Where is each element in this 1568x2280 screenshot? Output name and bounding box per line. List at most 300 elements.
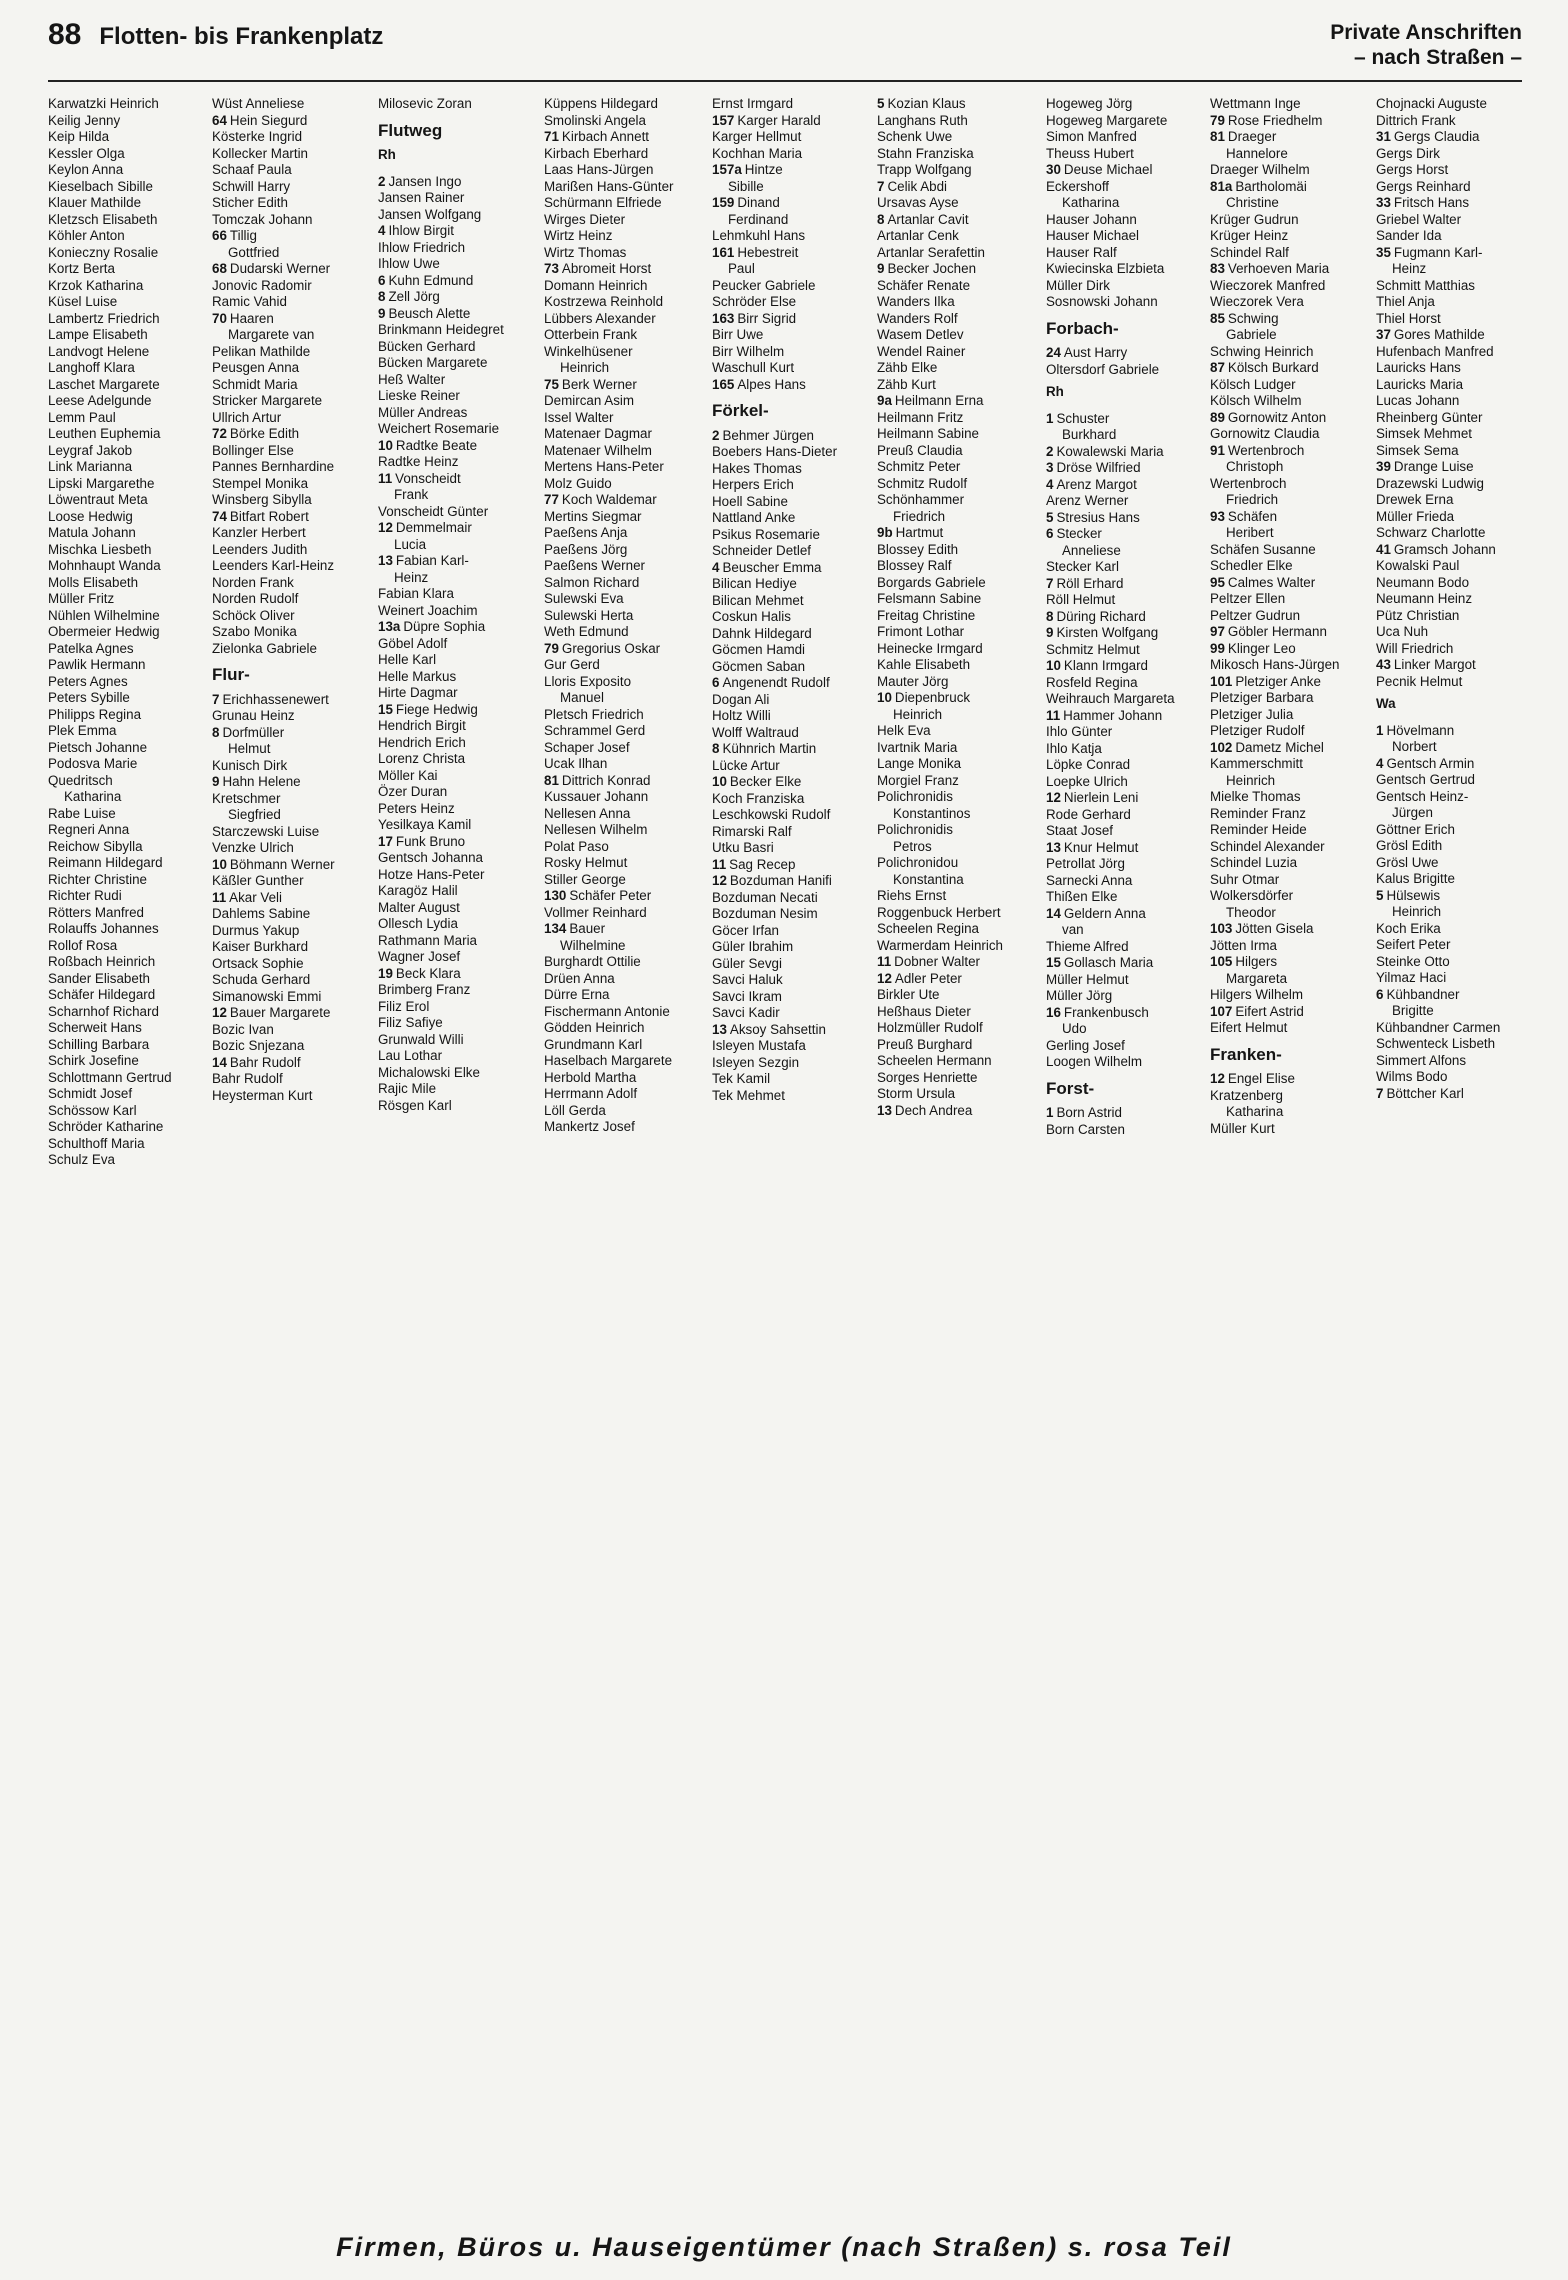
resident-entry — [1046, 625, 1206, 642]
resident-entry — [1046, 889, 1206, 906]
footer-note: Firmen, Büros u. Hauseigentümer (nach Straßen) s. rosa Teil — [336, 2232, 1232, 2262]
resident-name: Holtz Willi — [712, 708, 771, 723]
resident-entry — [877, 987, 1037, 1004]
resident-entry — [1210, 921, 1370, 938]
resident-name: Peltzer Ellen — [1210, 591, 1286, 606]
resident-entry — [48, 1053, 208, 1070]
resident-name: Drazewski Ludwig — [1376, 475, 1484, 491]
resident-name: Angenendt Rudolf — [722, 675, 830, 690]
resident-name: Hirte Dagmar — [378, 685, 458, 700]
house-number: 13a — [378, 619, 401, 634]
resident-name: Stiller George — [544, 871, 626, 887]
resident-entry — [544, 674, 704, 691]
resident-name: Rösgen Karl — [378, 1097, 452, 1113]
resident-entry — [1046, 212, 1206, 229]
resident-name: Lucia — [394, 536, 427, 552]
resident-name: Sulewski Eva — [544, 591, 624, 606]
resident-entry — [1376, 327, 1536, 344]
resident-entry — [378, 96, 538, 113]
resident-name: Polichronidou — [877, 855, 959, 870]
resident-entry — [544, 228, 704, 245]
resident-entry — [378, 669, 538, 686]
resident-name: Gornowitz Claudia — [1210, 426, 1320, 441]
resident-name: Rode Gerhard — [1046, 806, 1131, 822]
resident-entry — [1376, 426, 1536, 443]
resident-entry — [1046, 427, 1206, 444]
resident-name: Gur Gerd — [544, 657, 600, 672]
resident-entry — [1046, 757, 1206, 774]
resident-name: Düring Richard — [1056, 608, 1146, 624]
resident-entry — [877, 723, 1037, 740]
house-number: 7 — [1376, 1085, 1384, 1101]
resident-entry — [378, 784, 538, 801]
resident-name: Wirges Dieter — [544, 211, 626, 227]
resident-entry — [378, 388, 538, 405]
resident-entry — [712, 278, 872, 295]
resident-name: Szabo Monika — [212, 624, 297, 639]
resident-entry — [1046, 510, 1206, 527]
resident-entry — [48, 773, 208, 790]
resident-name: Heilmann Sabine — [877, 426, 979, 441]
resident-name: Rimarski Ralf — [712, 823, 792, 839]
resident-entry — [378, 982, 538, 999]
resident-name: Bauer Margarete — [229, 1005, 331, 1020]
resident-name: Mertens Hans-Peter — [544, 459, 664, 474]
house-number: 91 — [1210, 442, 1225, 458]
resident-entry — [712, 741, 872, 758]
resident-entry — [212, 725, 372, 742]
resident-name: Wilms Bodo — [1376, 1069, 1448, 1084]
resident-entry — [48, 113, 208, 130]
directory-column-2 — [212, 96, 372, 2226]
resident-name: Hartmut — [895, 525, 944, 540]
resident-name: Steinke Otto — [1376, 953, 1450, 969]
resident-entry — [1046, 1021, 1206, 1038]
resident-entry — [877, 641, 1037, 658]
resident-entry — [48, 344, 208, 361]
resident-entry — [877, 1004, 1037, 1021]
resident-entry — [1046, 658, 1206, 675]
resident-name: Gollasch Maria — [1063, 955, 1154, 970]
resident-name: Göcmen Hamdi — [712, 642, 806, 657]
resident-name: Staat Josef — [1046, 823, 1113, 838]
street-heading: Franken- — [1210, 1044, 1282, 1064]
resident-name: Knur Helmut — [1063, 839, 1139, 855]
resident-entry — [378, 603, 538, 620]
resident-entry — [48, 855, 208, 872]
resident-entry — [48, 822, 208, 839]
house-number: 12 — [378, 520, 393, 535]
resident-name: Abromeit Horst — [561, 261, 652, 276]
resident-entry — [877, 740, 1037, 757]
resident-name: Löll Gerda — [544, 1102, 606, 1118]
resident-name: Siegfried — [228, 807, 281, 822]
resident-name: Otterbein Frank — [544, 327, 638, 342]
street-heading: Forst- — [1046, 1078, 1095, 1098]
resident-entry — [48, 261, 208, 278]
house-number: 13 — [877, 1102, 892, 1118]
resident-name: Schaaf Paula — [212, 162, 292, 177]
resident-entry — [544, 872, 704, 889]
house-number: 93 — [1210, 508, 1225, 524]
resident-name: Leschkowski Rudolf — [712, 807, 831, 822]
resident-name: Nattland Anke — [712, 510, 796, 525]
resident-entry — [378, 190, 538, 207]
resident-entry — [877, 344, 1037, 361]
resident-entry — [378, 1065, 538, 1082]
resident-entry — [1046, 592, 1206, 609]
resident-entry — [378, 966, 538, 983]
resident-name: Peltzer Gudrun — [1210, 607, 1301, 623]
resident-name: Wolff Waltraud — [712, 724, 799, 740]
resident-entry — [1046, 362, 1206, 379]
resident-entry — [1376, 113, 1536, 130]
resident-name: Filiz Safiye — [378, 1015, 443, 1030]
house-number: 12 — [212, 1005, 227, 1020]
resident-name: Rosky Helmut — [544, 855, 628, 870]
resident-entry — [212, 692, 372, 709]
resident-entry — [1376, 261, 1536, 278]
resident-name: Börke Edith — [229, 426, 300, 441]
resident-name: Keip Hilda — [48, 129, 110, 144]
resident-entry — [48, 740, 208, 757]
resident-entry — [1210, 459, 1370, 476]
resident-name: Göttner Erich — [1376, 821, 1455, 837]
resident-entry — [1210, 129, 1370, 146]
resident-entry — [48, 542, 208, 559]
resident-entry — [544, 789, 704, 806]
resident-name: Stecker — [1056, 526, 1102, 541]
resident-name: Schwarz Charlotte — [1376, 525, 1486, 540]
resident-name: Gentsch Gertrud — [1376, 772, 1475, 787]
resident-entry — [712, 824, 872, 841]
resident-entry — [712, 758, 872, 775]
resident-name: Ullrich Artur — [212, 409, 282, 425]
resident-name: Rosfeld Regina — [1046, 674, 1138, 690]
resident-name: Ihlow Friedrich — [378, 239, 466, 255]
resident-entry — [212, 758, 372, 775]
resident-entry — [48, 96, 208, 113]
resident-name: Schindel Ralf — [1210, 244, 1289, 260]
resident-entry — [212, 525, 372, 542]
resident-name: Hahn Helene — [222, 774, 301, 789]
resident-entry — [712, 774, 872, 791]
resident-name: Christine — [1226, 195, 1279, 210]
resident-entry — [48, 459, 208, 476]
resident-entry — [544, 294, 704, 311]
resident-entry — [877, 360, 1037, 377]
house-number: 85 — [1210, 310, 1225, 326]
resident-entry — [212, 1088, 372, 1105]
resident-name: Hauser Ralf — [1046, 244, 1117, 260]
resident-name: Heß Walter — [378, 371, 446, 387]
resident-entry — [378, 1081, 538, 1098]
resident-name: Winkelhüsener — [544, 343, 633, 359]
resident-name: Nellesen Wilhelm — [544, 822, 648, 837]
resident-entry — [712, 1088, 872, 1105]
resident-name: Koch Franziska — [712, 790, 805, 806]
house-number: 9 — [877, 261, 885, 276]
resident-name: Kostrzewa Reinhold — [544, 294, 664, 309]
resident-entry — [1046, 493, 1206, 510]
resident-entry — [1210, 888, 1370, 905]
page-header-right — [1330, 20, 1522, 70]
resident-entry — [712, 807, 872, 824]
resident-name: Hilgers — [1235, 954, 1278, 969]
resident-entry — [1210, 839, 1370, 856]
resident-entry — [712, 261, 872, 278]
resident-name: Behmer Jürgen — [722, 427, 815, 443]
resident-name: Ortsack Sophie — [212, 955, 304, 971]
resident-entry — [1046, 179, 1206, 196]
house-number: 31 — [1376, 129, 1391, 144]
resident-name: Schaper Josef — [544, 739, 630, 755]
resident-name: Yesilkaya Kamil — [378, 817, 472, 832]
resident-name: Lampe Elisabeth — [48, 327, 148, 342]
resident-entry — [212, 113, 372, 130]
resident-entry — [378, 949, 538, 966]
resident-entry — [378, 421, 538, 438]
resident-entry — [48, 179, 208, 196]
resident-name: Matenaer Wilhelm — [544, 442, 652, 458]
resident-name: Brinkmann Heidegret — [378, 322, 504, 337]
resident-name: Fabian Karl- — [395, 553, 469, 568]
resident-entry — [212, 558, 372, 575]
resident-name: Mertins Siegmar — [544, 508, 642, 524]
house-number: 83 — [1210, 261, 1225, 276]
house-number: 95 — [1210, 574, 1225, 590]
resident-name: Kölsch Wilhelm — [1210, 393, 1302, 408]
resident-entry — [212, 1038, 372, 1055]
resident-name: Jonovic Radomir — [212, 277, 312, 293]
resident-name: Hauser Michael — [1046, 228, 1140, 243]
resident-entry — [1376, 805, 1536, 822]
resident-entry — [48, 377, 208, 394]
resident-entry — [212, 873, 372, 890]
resident-name: Udo — [1062, 1021, 1087, 1036]
resident-entry — [877, 872, 1037, 889]
resident-name: Karger Hellmut — [712, 129, 802, 144]
resident-name: Katharina — [1062, 195, 1120, 210]
resident-name: Freitag Christine — [877, 607, 976, 623]
resident-name: Pletsch Friedrich — [544, 706, 644, 722]
resident-name: Verhoeven Maria — [1227, 261, 1330, 276]
resident-entry — [1046, 691, 1206, 708]
resident-name: Schuster — [1056, 410, 1110, 426]
resident-name: Müller Helmut — [1046, 971, 1129, 987]
resident-name: Ihlo Katja — [1046, 740, 1102, 756]
resident-entry — [1046, 261, 1206, 278]
resident-name: Röll Erhard — [1056, 575, 1124, 591]
house-number: 163 — [712, 310, 735, 326]
resident-entry — [1210, 641, 1370, 658]
resident-entry — [544, 509, 704, 526]
resident-entry — [877, 443, 1037, 460]
resident-entry — [1210, 971, 1370, 988]
resident-name: Oltersdorf Gabriele — [1046, 361, 1160, 377]
resident-name: Blossey Ralf — [877, 558, 952, 573]
resident-name: Eckershoff — [1046, 178, 1110, 194]
resident-entry — [378, 933, 538, 950]
resident-name: Lloris Exposito — [544, 673, 632, 689]
resident-entry — [48, 1103, 208, 1120]
resident-name: Kühbandner Carmen — [1376, 1019, 1501, 1035]
resident-name: Akar Veli — [229, 889, 282, 905]
house-number: 8 — [212, 724, 220, 740]
house-number: 64 — [212, 112, 227, 128]
house-number: 4 — [1046, 476, 1054, 492]
resident-entry — [1210, 426, 1370, 443]
resident-name: Bahr Rudolf — [212, 1071, 283, 1086]
resident-name: Seifert Peter — [1376, 937, 1451, 952]
resident-name: Göbler Hermann — [1227, 624, 1327, 639]
resident-name: Kletzsch Elisabeth — [48, 211, 158, 227]
resident-name: Felsmann Sabine — [877, 591, 982, 606]
resident-entry — [544, 129, 704, 146]
resident-entry — [712, 212, 872, 229]
resident-name: Güler Ibrahim — [712, 939, 794, 954]
resident-name: Brigitte — [1392, 1003, 1434, 1018]
resident-name: Simsek Sema — [1376, 442, 1459, 458]
resident-entry — [212, 972, 372, 989]
house-number: 130 — [544, 888, 567, 903]
resident-entry — [1376, 723, 1536, 740]
house-number: 13 — [1046, 839, 1061, 855]
resident-entry — [212, 129, 372, 146]
resident-entry — [1376, 641, 1536, 658]
resident-name: Quedritsch — [48, 772, 113, 788]
resident-name: Geldern Anna — [1063, 905, 1146, 921]
resident-name: Kowalski Paul — [1376, 558, 1460, 573]
street-heading: Forbach- — [1046, 318, 1119, 338]
resident-name: Friedrich — [893, 508, 946, 524]
resident-name: Sulewski Herta — [544, 607, 634, 623]
resident-entry — [877, 426, 1037, 443]
resident-name: Lübbers Alexander — [544, 310, 656, 326]
house-number: 68 — [212, 261, 227, 276]
resident-name: Sander Elisabeth — [48, 970, 150, 986]
resident-name: Scherweit Hans — [48, 1020, 142, 1035]
resident-entry — [378, 751, 538, 768]
resident-entry — [1210, 179, 1370, 196]
resident-name: Kösterke Ingrid — [212, 129, 303, 144]
resident-entry — [212, 476, 372, 493]
resident-entry — [1376, 970, 1536, 987]
resident-name: Zielonka Gabriele — [212, 640, 317, 656]
house-number: 12 — [877, 970, 892, 986]
resident-entry — [1046, 972, 1206, 989]
resident-entry — [212, 939, 372, 956]
resident-name: Mikosch Hans-Jürgen — [1210, 657, 1340, 672]
resident-entry — [544, 311, 704, 328]
resident-entry — [212, 824, 372, 841]
resident-entry — [1210, 938, 1370, 955]
resident-entry — [48, 129, 208, 146]
resident-name: Birr Uwe — [712, 327, 764, 342]
resident-entry — [544, 905, 704, 922]
resident-entry — [48, 162, 208, 179]
resident-name: Aksoy Sahsettin — [729, 1021, 826, 1037]
resident-entry — [712, 857, 872, 874]
resident-name: Ursavas Ayse — [877, 195, 959, 210]
resident-entry — [877, 575, 1037, 592]
resident-name: Chojnacki Auguste — [1376, 96, 1487, 111]
resident-entry — [212, 956, 372, 973]
resident-entry — [1376, 591, 1536, 608]
resident-entry — [48, 690, 208, 707]
resident-name: Zähb Kurt — [877, 376, 936, 392]
resident-entry — [1376, 195, 1536, 212]
resident-name: Kwiecinska Elzbieta — [1046, 261, 1165, 276]
resident-entry — [544, 723, 704, 740]
house-number: 12 — [1046, 790, 1061, 805]
resident-entry — [378, 240, 538, 257]
resident-name: Sarnecki Anna — [1046, 872, 1133, 888]
resident-entry — [378, 1098, 538, 1115]
section-title: Private Anschriften — [1330, 21, 1522, 44]
house-number: 4 — [1376, 755, 1384, 771]
resident-name: Lambertz Friedrich — [48, 310, 160, 326]
house-number: 13 — [378, 553, 393, 568]
resident-name: Pletziger Rudolf — [1210, 723, 1305, 738]
resident-name: Kretschmer — [212, 790, 281, 806]
resident-entry — [378, 306, 538, 323]
resident-entry — [544, 245, 704, 262]
resident-name: Bollinger Else — [212, 442, 294, 458]
resident-name: Reminder Franz — [1210, 805, 1306, 821]
resident-entry — [1046, 444, 1206, 461]
resident-name: Grundmann Karl — [544, 1036, 643, 1052]
resident-name: Polichronidis — [877, 822, 953, 837]
resident-name: Dorfmüller — [222, 724, 285, 740]
resident-entry — [712, 96, 872, 113]
resident-entry — [877, 608, 1037, 625]
resident-name: Artanlar Serafettin — [877, 244, 985, 260]
resident-name: Kölsch Burkard — [1227, 360, 1319, 375]
resident-name: Starczewski Luise — [212, 823, 320, 839]
resident-name: Schmitz Rudolf — [877, 475, 968, 491]
resident-entry — [378, 900, 538, 917]
resident-entry — [1046, 1005, 1206, 1022]
resident-entry — [1376, 888, 1536, 905]
resident-name: Drüen Anna — [544, 970, 615, 986]
house-number: 4 — [378, 223, 386, 238]
house-number: 103 — [1210, 921, 1233, 936]
resident-name: Warmerdam Heinrich — [877, 937, 1003, 953]
resident-entry — [48, 608, 208, 625]
resident-entry — [877, 459, 1037, 476]
resident-name: Konstantina — [893, 871, 964, 887]
resident-name: Christoph — [1226, 459, 1284, 474]
resident-entry — [1376, 1020, 1536, 1037]
resident-name: Heinecke Irmgard — [877, 640, 983, 656]
resident-name: Klinger Leo — [1227, 640, 1296, 656]
resident-entry — [378, 289, 538, 306]
resident-name: Becker Jochen — [887, 261, 977, 276]
resident-entry — [877, 146, 1037, 163]
resident-entry — [877, 476, 1037, 493]
resident-entry — [544, 806, 704, 823]
resident-entry — [712, 527, 872, 544]
resident-entry — [1046, 1038, 1206, 1055]
resident-name: Filiz Erol — [378, 998, 430, 1014]
resident-entry — [1376, 772, 1536, 789]
resident-name: Hintze — [744, 162, 783, 177]
resident-name: Rose Friedhelm — [1227, 112, 1323, 128]
resident-name: Kammerschmitt — [1210, 756, 1304, 771]
resident-name: Fischermann Antonie — [544, 1003, 670, 1019]
resident-name: Jötten Gisela — [1235, 921, 1314, 936]
